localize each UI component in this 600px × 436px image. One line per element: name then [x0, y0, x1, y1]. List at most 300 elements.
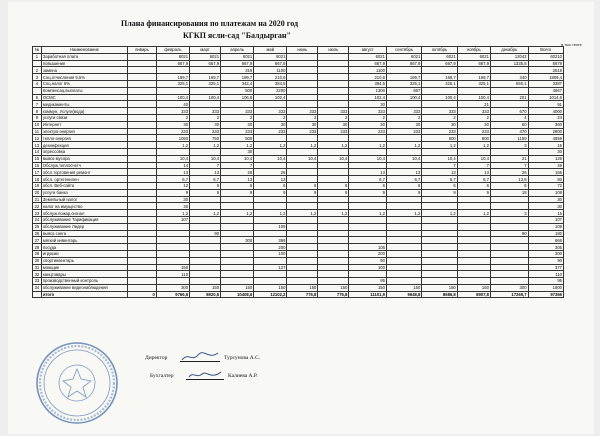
- month-value-cell: 107: [156, 216, 189, 223]
- month-value-cell: [349, 230, 387, 237]
- month-value-cell: 26: [254, 169, 287, 176]
- item-name-cell: замена: [41, 67, 127, 74]
- column-header: октябрь: [422, 47, 457, 54]
- month-value-cell: 325,1: [156, 80, 189, 87]
- month-value-cell: [422, 264, 457, 271]
- item-name-cell: обслуживание Лидер: [41, 223, 127, 230]
- month-value-cell: 1100: [349, 67, 387, 74]
- month-value-cell: [422, 67, 457, 74]
- month-value-cell: 233: [287, 128, 318, 135]
- row-number-cell: 23: [33, 210, 42, 217]
- month-value-cell: 90: [490, 230, 528, 237]
- month-value-cell: [457, 278, 490, 285]
- month-value-cell: 1,2: [221, 210, 254, 217]
- month-value-cell: 30: [349, 121, 387, 128]
- table-row: [33, 257, 564, 264]
- month-value-cell: [490, 67, 528, 74]
- item-name-cell: игрушки: [41, 250, 127, 257]
- month-value-cell: 1,2: [457, 210, 490, 217]
- month-value-cell: 105: [349, 244, 387, 251]
- table-row: [33, 216, 564, 223]
- month-value-cell: [287, 278, 318, 285]
- month-value-cell: 30: [349, 101, 387, 108]
- row-total-cell: 91: [528, 101, 563, 108]
- month-value-cell: [128, 250, 157, 257]
- column-header: июнь: [287, 47, 318, 54]
- month-value-cell: 2: [254, 114, 287, 121]
- month-value-cell: [156, 223, 189, 230]
- table-row: [33, 176, 564, 183]
- month-value-cell: [128, 155, 157, 162]
- month-value-cell: [221, 223, 254, 230]
- financing-plan-table: [32, 46, 564, 298]
- item-name-cell: медикаменты: [41, 101, 127, 108]
- row-total-cell: 30: [528, 203, 563, 210]
- month-value-cell: 12102,2: [254, 291, 287, 298]
- month-value-cell: 800: [457, 135, 490, 142]
- month-value-cell: 233: [422, 128, 457, 135]
- month-value-cell: 8920,6: [190, 291, 221, 298]
- month-value-cell: 667,9: [422, 60, 457, 67]
- row-number-cell: 2: [33, 67, 42, 74]
- month-value-cell: 7: [490, 162, 528, 169]
- month-value-cell: [287, 169, 318, 176]
- units-note: в тыс.тенге: [561, 42, 582, 47]
- row-number-cell: [33, 291, 42, 298]
- row-number-cell: [33, 60, 42, 67]
- month-value-cell: [457, 257, 490, 264]
- month-value-cell: 17269,7: [490, 291, 528, 298]
- row-total-cell: 4859: [528, 135, 563, 142]
- month-value-cell: 127: [254, 264, 287, 271]
- month-value-cell: [190, 203, 221, 210]
- month-value-cell: 1,2: [422, 210, 457, 217]
- month-value-cell: [254, 203, 287, 210]
- column-header: Наименование: [41, 47, 127, 54]
- month-value-cell: 13,8: [490, 176, 528, 183]
- month-value-cell: 10408,6: [221, 291, 254, 298]
- month-value-cell: 6: [190, 182, 221, 189]
- table-row: [33, 230, 564, 237]
- month-value-cell: [318, 230, 349, 237]
- month-value-cell: 2: [221, 114, 254, 121]
- row-number-cell: 20: [33, 189, 42, 196]
- month-value-cell: 6,7: [386, 176, 421, 183]
- month-value-cell: [318, 216, 349, 223]
- month-value-cell: [128, 121, 157, 128]
- month-value-cell: 169,7: [190, 74, 221, 81]
- month-value-cell: 0: [128, 291, 157, 298]
- column-header: август: [349, 47, 387, 54]
- month-value-cell: [287, 87, 318, 94]
- month-value-cell: 95: [349, 278, 387, 285]
- row-total-cell: 6679: [528, 60, 563, 67]
- month-value-cell: [287, 223, 318, 230]
- month-value-cell: 13: [422, 169, 457, 176]
- month-value-cell: [457, 250, 490, 257]
- month-value-cell: 6: [254, 182, 287, 189]
- table-row: [33, 108, 564, 115]
- month-value-cell: [156, 237, 189, 244]
- month-value-cell: [422, 148, 457, 155]
- month-value-cell: 333: [287, 108, 318, 115]
- month-value-cell: [287, 250, 318, 257]
- month-value-cell: [287, 237, 318, 244]
- month-value-cell: 10,4: [349, 155, 387, 162]
- row-number-cell: 1: [33, 53, 42, 60]
- month-value-cell: 6021: [386, 53, 421, 60]
- row-number-cell: 27: [33, 237, 42, 244]
- item-name-cell: итого: [41, 291, 127, 298]
- month-value-cell: [386, 237, 421, 244]
- month-value-cell: [386, 271, 421, 278]
- row-total-cell: 305: [528, 244, 563, 251]
- month-value-cell: [128, 101, 157, 108]
- month-value-cell: [490, 250, 528, 257]
- row-number-cell: 7: [33, 101, 42, 108]
- item-name-cell: ОСМС: [41, 94, 127, 101]
- month-value-cell: [386, 216, 421, 223]
- month-value-cell: [318, 53, 349, 60]
- month-value-cell: [287, 271, 318, 278]
- organization-stamp: [34, 340, 120, 426]
- director-label: Директор: [145, 355, 168, 361]
- month-value-cell: 210,6: [254, 74, 287, 81]
- month-value-cell: 776,8: [318, 291, 349, 298]
- month-value-cell: [128, 182, 157, 189]
- month-value-cell: [318, 135, 349, 142]
- month-value-cell: 9: [457, 189, 490, 196]
- month-value-cell: 1,2: [318, 210, 349, 217]
- month-value-cell: [128, 203, 157, 210]
- month-value-cell: 325,1: [422, 80, 457, 87]
- month-value-cell: [254, 148, 287, 155]
- month-value-cell: [156, 148, 189, 155]
- table-row: [33, 162, 564, 169]
- month-value-cell: 9648,8: [386, 291, 421, 298]
- month-value-cell: 6: [287, 182, 318, 189]
- month-value-cell: 667,9: [349, 60, 387, 67]
- month-value-cell: [287, 162, 318, 169]
- month-value-cell: [490, 264, 528, 271]
- month-value-cell: 30: [457, 121, 490, 128]
- table-row: [33, 67, 564, 74]
- month-value-cell: 1,2: [386, 210, 421, 217]
- row-total-cell: 97366: [528, 291, 563, 298]
- item-name-cell: коммун. Услуги(вода): [41, 108, 127, 115]
- month-value-cell: [128, 237, 157, 244]
- month-value-cell: [128, 67, 157, 74]
- month-value-cell: [457, 230, 490, 237]
- month-value-cell: 1,2: [349, 142, 387, 149]
- table-row: [33, 284, 564, 291]
- month-value-cell: [254, 196, 287, 203]
- item-name-cell: обсл.тортовения ремонт: [41, 169, 127, 176]
- row-number-cell: 31: [33, 264, 42, 271]
- month-value-cell: [287, 244, 318, 251]
- item-name-cell: налог на имущество: [41, 203, 127, 210]
- month-value-cell: [128, 176, 157, 183]
- month-value-cell: [287, 230, 318, 237]
- month-value-cell: [128, 108, 157, 115]
- column-header: май: [254, 47, 287, 54]
- month-value-cell: 500: [221, 135, 254, 142]
- month-value-cell: 6: [318, 182, 349, 189]
- table-row: [33, 155, 564, 162]
- month-value-cell: 8907,8: [457, 291, 490, 298]
- month-value-cell: [287, 80, 318, 87]
- month-value-cell: [156, 67, 189, 74]
- month-value-cell: [318, 278, 349, 285]
- month-value-cell: 150: [457, 284, 490, 291]
- document-title: Плана финансирования по платежам на 2020 год: [121, 19, 299, 28]
- table-row: [33, 278, 564, 285]
- month-value-cell: [318, 94, 349, 101]
- month-value-cell: 13: [156, 169, 189, 176]
- month-value-cell: 6,7: [349, 176, 387, 183]
- month-value-cell: [386, 230, 421, 237]
- month-value-cell: [386, 278, 421, 285]
- month-value-cell: [422, 216, 457, 223]
- table-row: [33, 94, 564, 101]
- accountant-signature-mark: [186, 368, 224, 382]
- month-value-cell: 2: [422, 114, 457, 121]
- table-row: [33, 148, 564, 155]
- month-value-cell: [490, 271, 528, 278]
- month-value-cell: [318, 148, 349, 155]
- item-name-cell: спортинвентарь: [41, 257, 127, 264]
- month-value-cell: 1159: [490, 135, 528, 142]
- month-value-cell: [254, 162, 287, 169]
- month-value-cell: 210,6: [349, 74, 387, 81]
- row-total-cell: 1014,6: [528, 94, 563, 101]
- row-number-cell: 30: [33, 257, 42, 264]
- month-value-cell: [128, 74, 157, 81]
- table-row: [33, 169, 564, 176]
- month-value-cell: 6: [457, 182, 490, 189]
- month-value-cell: [422, 101, 457, 108]
- month-value-cell: 21: [457, 101, 490, 108]
- month-value-cell: 1,2: [287, 210, 318, 217]
- row-total-cell: 95: [528, 278, 563, 285]
- month-value-cell: 333: [221, 108, 254, 115]
- month-value-cell: 150: [221, 284, 254, 291]
- month-value-cell: [128, 114, 157, 121]
- month-value-cell: 2: [457, 114, 490, 121]
- month-value-cell: 233: [386, 128, 421, 135]
- row-total-cell: 60210: [528, 53, 563, 60]
- month-value-cell: 12: [156, 182, 189, 189]
- month-value-cell: [490, 87, 528, 94]
- month-value-cell: [386, 196, 421, 203]
- month-value-cell: [221, 244, 254, 251]
- month-value-cell: [318, 244, 349, 251]
- month-value-cell: [318, 87, 349, 94]
- item-name-cell: обсл. ортегенилен: [41, 176, 127, 183]
- table-body: [33, 53, 564, 298]
- month-value-cell: 100,4: [422, 94, 457, 101]
- month-value-cell: 333: [254, 108, 287, 115]
- month-value-cell: 1,2: [287, 142, 318, 149]
- month-value-cell: [287, 203, 318, 210]
- item-name-cell: услуги связи: [41, 114, 127, 121]
- month-value-cell: 6: [490, 182, 528, 189]
- row-total-cell: 49: [528, 162, 563, 169]
- month-value-cell: 6021: [422, 53, 457, 60]
- month-value-cell: [318, 60, 349, 67]
- month-value-cell: [190, 87, 221, 94]
- month-value-cell: [422, 257, 457, 264]
- item-name-cell: обслуж.пожар.сигнал: [41, 210, 127, 217]
- month-value-cell: 10,4: [287, 155, 318, 162]
- row-number-cell: 8: [33, 108, 42, 115]
- organization-name: КГКП ясли-сад "Балдырган": [183, 31, 291, 40]
- month-value-cell: 1,2: [254, 210, 287, 217]
- row-total-cell: 30: [528, 196, 563, 203]
- director-signature-mark: [180, 350, 220, 364]
- month-value-cell: 7: [190, 162, 221, 169]
- month-value-cell: [128, 196, 157, 203]
- accountant-name: Калиева А.Р.: [228, 373, 258, 379]
- month-value-cell: [386, 101, 421, 108]
- row-number-cell: 17: [33, 169, 42, 176]
- month-value-cell: 102,4: [349, 94, 387, 101]
- month-value-cell: 100: [349, 264, 387, 271]
- month-value-cell: 7: [221, 162, 254, 169]
- month-value-cell: 333: [457, 108, 490, 115]
- item-name-cell: повышение: [41, 60, 127, 67]
- month-value-cell: 319: [221, 67, 254, 74]
- month-value-cell: 169,7: [386, 74, 421, 81]
- item-name-cell: Компенсац.выплаты: [41, 87, 127, 94]
- month-value-cell: 667,9: [221, 60, 254, 67]
- month-value-cell: 100,4: [457, 94, 490, 101]
- row-number-cell: 32: [33, 271, 42, 278]
- row-number-cell: 14: [33, 148, 42, 155]
- month-value-cell: [287, 74, 318, 81]
- month-value-cell: [422, 244, 457, 251]
- month-value-cell: [128, 80, 157, 87]
- month-value-cell: [190, 250, 221, 257]
- item-name-cell: Соц.отчисления 9,5%: [41, 74, 127, 81]
- row-number-cell: 11: [33, 128, 42, 135]
- month-value-cell: 6021: [190, 53, 221, 60]
- month-value-cell: [254, 257, 287, 264]
- month-value-cell: [190, 67, 221, 74]
- month-value-cell: [386, 244, 421, 251]
- month-value-cell: 199,7: [221, 74, 254, 81]
- row-number-cell: 19: [33, 182, 42, 189]
- month-value-cell: 667,9: [190, 60, 221, 67]
- month-value-cell: [128, 189, 157, 196]
- item-name-cell: Заработная плата: [41, 53, 127, 60]
- row-total-cell: 107: [528, 216, 563, 223]
- month-value-cell: [318, 237, 349, 244]
- month-value-cell: [221, 250, 254, 257]
- month-value-cell: 4: [490, 114, 528, 121]
- month-value-cell: 670: [490, 108, 528, 115]
- month-value-cell: [190, 148, 221, 155]
- month-value-cell: 776,8: [287, 291, 318, 298]
- month-value-cell: 12042: [490, 53, 528, 60]
- row-number-cell: 28: [33, 244, 42, 251]
- month-value-cell: [128, 223, 157, 230]
- month-value-cell: [287, 216, 318, 223]
- month-value-cell: 7: [422, 162, 457, 169]
- column-header: январь: [128, 47, 157, 54]
- month-value-cell: 9: [386, 189, 421, 196]
- table-row: [33, 223, 564, 230]
- accountant-label: Бухгалтер: [150, 373, 174, 379]
- month-value-cell: [318, 101, 349, 108]
- month-value-cell: [190, 237, 221, 244]
- month-value-cell: [422, 203, 457, 210]
- month-value-cell: 1,2: [156, 210, 189, 217]
- table-row: [33, 101, 564, 108]
- column-header: декабрь: [490, 47, 528, 54]
- month-value-cell: [190, 257, 221, 264]
- table-row: [33, 114, 564, 121]
- month-value-cell: 3: [490, 142, 528, 149]
- month-value-cell: 13: [386, 169, 421, 176]
- month-value-cell: 150: [422, 284, 457, 291]
- month-value-cell: [318, 264, 349, 271]
- month-value-cell: [221, 230, 254, 237]
- month-value-cell: [221, 257, 254, 264]
- month-value-cell: [287, 257, 318, 264]
- row-total-cell: 4667: [528, 87, 563, 94]
- row-total-cell: 360: [528, 121, 563, 128]
- month-value-cell: [190, 278, 221, 285]
- month-value-cell: 169,7: [457, 74, 490, 81]
- row-number-cell: 4: [33, 80, 42, 87]
- month-value-cell: 10,4: [254, 155, 287, 162]
- month-value-cell: [422, 223, 457, 230]
- column-header: июль: [318, 47, 349, 54]
- month-value-cell: [422, 250, 457, 257]
- month-value-cell: 333: [190, 108, 221, 115]
- row-total-cell: 3387: [528, 80, 563, 87]
- month-value-cell: [318, 203, 349, 210]
- row-number-cell: 10: [33, 121, 42, 128]
- month-value-cell: [254, 278, 287, 285]
- month-value-cell: 21: [490, 155, 528, 162]
- month-value-cell: 9: [287, 189, 318, 196]
- month-value-cell: [287, 176, 318, 183]
- item-name-cell: электро-энергия: [41, 128, 127, 135]
- month-value-cell: 7: [457, 162, 490, 169]
- month-value-cell: [287, 60, 318, 67]
- month-value-cell: 6021: [457, 53, 490, 60]
- month-value-cell: 13: [457, 169, 490, 176]
- month-value-cell: 30: [287, 121, 318, 128]
- table-row: [33, 244, 564, 251]
- month-value-cell: 325,1: [190, 80, 221, 87]
- month-value-cell: 667,9: [457, 60, 490, 67]
- month-value-cell: [318, 67, 349, 74]
- month-value-cell: [254, 216, 287, 223]
- month-value-cell: 30: [221, 148, 254, 155]
- month-value-cell: [490, 148, 528, 155]
- month-value-cell: 1050: [156, 135, 189, 142]
- month-value-cell: [318, 271, 349, 278]
- month-value-cell: [190, 223, 221, 230]
- row-total-cell: 72: [528, 182, 563, 189]
- month-value-cell: [287, 67, 318, 74]
- month-value-cell: [490, 278, 528, 285]
- month-value-cell: 201: [490, 94, 528, 101]
- month-value-cell: 1,2: [190, 142, 221, 149]
